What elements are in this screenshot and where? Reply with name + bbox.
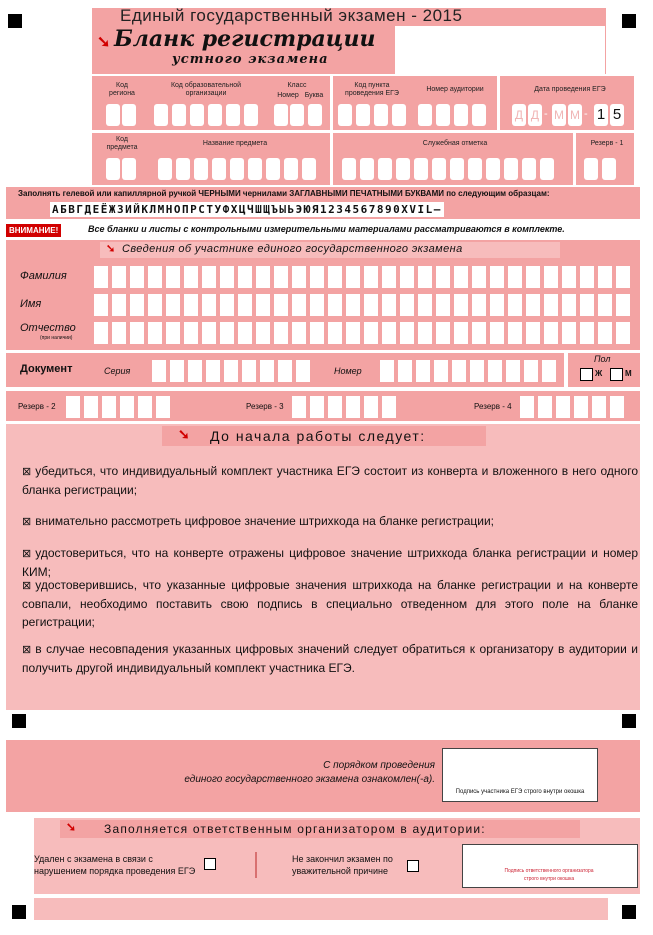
- gender-female-checkbox[interactable]: [580, 368, 593, 381]
- reserve2-cells: [66, 396, 172, 418]
- org-cell[interactable]: [190, 104, 204, 126]
- acknowledge-line2: единого государственного экзамена ознакомлен(-а).: [184, 774, 435, 785]
- subject-name-cell[interactable]: [230, 158, 244, 180]
- surname-cells[interactable]: [94, 266, 634, 288]
- checkbox-marker-icon: ⊠: [22, 466, 32, 478]
- subject-name-cell[interactable]: [176, 158, 190, 180]
- room-cell[interactable]: [418, 104, 432, 126]
- service-cell: [396, 158, 410, 180]
- service-cell: [360, 158, 374, 180]
- reserve1-cell: [602, 158, 616, 180]
- label-doc-number: Номер: [334, 366, 362, 376]
- date-day-cell[interactable]: Д: [528, 104, 542, 126]
- label-gender-m: М: [625, 369, 632, 378]
- label-reserve3: Резерв - 3: [246, 402, 284, 411]
- region-cell[interactable]: [122, 104, 136, 126]
- participant-signature-caption: Подпись участника ЕГЭ строго внутри окошка: [455, 789, 585, 795]
- label-reserve4: Резерв - 4: [474, 402, 512, 411]
- corner-marker-top-left: [8, 14, 22, 28]
- date-day-cell[interactable]: Д: [512, 104, 526, 126]
- service-cell: [486, 158, 500, 180]
- reserve1-cell: [584, 158, 598, 180]
- label-gender-f: Ж: [595, 369, 603, 378]
- subject-name-cell[interactable]: [158, 158, 172, 180]
- instruction-text: в случае несовпадения указанных цифровых значений следует обратиться к организатору в аудитории и получить другой индивидуальный комплект участника ЕГЭ.: [22, 642, 638, 675]
- subject-code-cell[interactable]: [106, 158, 120, 180]
- organizer-divider: [255, 852, 257, 878]
- removed-label-line2: нарушением порядка проведения ЕГЭ: [34, 866, 196, 876]
- region-cell[interactable]: [106, 104, 120, 126]
- corner-marker-bottom-right: [622, 905, 636, 919]
- checkbox-marker-icon: ⊠: [22, 516, 32, 528]
- service-cell: [450, 158, 464, 180]
- subject-code-cell[interactable]: [122, 158, 136, 180]
- unfinished-checkbox[interactable]: [407, 860, 419, 872]
- date-month-cell[interactable]: М: [568, 104, 582, 126]
- unfinished-label-line1: Не закончил экзамен по: [292, 854, 393, 864]
- corner-marker-top-right: [622, 14, 636, 28]
- ppe-cell[interactable]: [356, 104, 370, 126]
- subject-name-cell[interactable]: [284, 158, 298, 180]
- corner-marker-mid-right: [622, 714, 636, 728]
- org-cell[interactable]: [244, 104, 258, 126]
- label-name: Имя: [20, 298, 42, 310]
- service-cell: [342, 158, 356, 180]
- series-cells[interactable]: [152, 360, 312, 382]
- service-cell: [378, 158, 392, 180]
- reserve3-cells: [292, 396, 398, 418]
- form-title: Бланк регистрации: [114, 26, 376, 52]
- label-subject-code: Код предмета: [106, 136, 138, 151]
- label-surname: Фамилия: [20, 270, 67, 282]
- barcode-area: [395, 26, 605, 74]
- org-cell[interactable]: [154, 104, 168, 126]
- label-series: Серия: [104, 366, 131, 376]
- label-date: Дата проведения ЕГЭ: [534, 86, 606, 93]
- red-arrow-icon: ➘: [97, 34, 111, 51]
- date-separator: -: [544, 108, 548, 120]
- reserve4-cells: [520, 396, 626, 418]
- corner-marker-mid-left: [12, 714, 26, 728]
- sample-characters: АБВГДЕЁЖЗИЙКЛМНОПРСТУФХЦЧШЩЪЫЬЭЮЯ1234567890XVIL–: [52, 203, 442, 216]
- red-arrow-icon: ➘: [178, 426, 190, 442]
- label-org: Код образовательной организации: [170, 82, 242, 97]
- label-class-number: Номер: [277, 92, 299, 99]
- acknowledge-line1: С порядком проведения: [323, 760, 435, 771]
- service-cell: [468, 158, 482, 180]
- date-separator: -: [584, 108, 588, 120]
- gender-male-checkbox[interactable]: [610, 368, 623, 381]
- subject-name-cell[interactable]: [194, 158, 208, 180]
- instruction-text: убедиться, что индивидуальный комплект участника ЕГЭ состоит из конверта и вложенного в него одного бланка регистрации;: [22, 464, 638, 497]
- label-gender: Пол: [594, 354, 611, 364]
- instruction-text: внимательно рассмотреть цифровое значение штрихкода на бланке регистрации;: [35, 514, 495, 528]
- class-number-cell[interactable]: [290, 104, 304, 126]
- participant-section-title: Сведения об участнике единого государственного экзамена: [122, 243, 463, 255]
- instruction-text: удостовериться, что на конверте отражены цифровое значение штрихкода бланка регистрации и номер КИМ;: [22, 546, 638, 579]
- attention-badge: ВНИМАНИЕ!: [6, 224, 61, 237]
- room-cell[interactable]: [436, 104, 450, 126]
- red-arrow-icon: ➘: [106, 243, 116, 255]
- instructions-title: До начала работы следует:: [210, 428, 426, 444]
- service-cell: [504, 158, 518, 180]
- label-subject-name: Название предмета: [202, 140, 268, 147]
- class-number-cell[interactable]: [274, 104, 288, 126]
- patronymic-cells[interactable]: [94, 322, 634, 344]
- organizer-signature-caption-line2: строго внутри окошка: [523, 876, 575, 882]
- footer-strip: [34, 898, 608, 920]
- room-cell[interactable]: [472, 104, 486, 126]
- instruction-item: [22, 462, 638, 499]
- form-subtitle: устного экзамена: [172, 52, 329, 67]
- instruction-text: удостоверившись, что указанные цифровые значения штрихкода на бланке регистрации и на конверте совпали, необходимо поставить свою подпись в специально отведенном для этого поле на бланке регистрации;: [22, 578, 638, 629]
- service-cell: [432, 158, 446, 180]
- removed-checkbox[interactable]: [204, 858, 216, 870]
- label-room: Номер аудитории: [426, 86, 484, 93]
- org-cell[interactable]: [208, 104, 222, 126]
- room-cell[interactable]: [454, 104, 468, 126]
- label-patronymic-note: (при наличии): [40, 335, 73, 341]
- label-reserve2: Резерв - 2: [18, 402, 56, 411]
- fill-rule-text: Заполнять гелевой или капиллярной ручкой ЧЕРНЫМИ чернилами ЗАГЛАВНЫМИ ПЕЧАТНЫМИ БУКВАМИ по следующим образцам:: [18, 189, 550, 198]
- subject-name-cell[interactable]: [212, 158, 226, 180]
- service-cell: [540, 158, 554, 180]
- removed-label-line1: Удален с экзамена в связи с: [34, 854, 153, 864]
- unfinished-label-line2: уважительной причине: [292, 866, 389, 876]
- corner-marker-bottom-left: [12, 905, 26, 919]
- ppe-cell[interactable]: [392, 104, 406, 126]
- class-letter-cell[interactable]: [308, 104, 322, 126]
- checkbox-marker-icon: ⊠: [22, 644, 32, 656]
- attention-text: Все бланки и листы с контрольными измерительными материалами рассматриваются в комплекте.: [88, 224, 565, 234]
- date-year-cell: 5: [610, 104, 624, 126]
- subject-name-cell[interactable]: [266, 158, 280, 180]
- label-reserve1: Резерв - 1: [590, 140, 624, 147]
- label-patronymic: Отчество: [20, 322, 76, 334]
- org-cell[interactable]: [226, 104, 240, 126]
- org-cell[interactable]: [172, 104, 186, 126]
- instruction-item: [22, 640, 638, 677]
- service-cell: [414, 158, 428, 180]
- subject-name-cell[interactable]: [302, 158, 316, 180]
- date-year-cell: 1: [594, 104, 608, 126]
- ppe-cell[interactable]: [374, 104, 388, 126]
- organizer-title: Заполняется ответственным организатором в аудитории:: [104, 822, 486, 836]
- label-document: Документ: [20, 363, 73, 375]
- label-service: Служебная отметка: [422, 140, 488, 147]
- instruction-item: [22, 576, 638, 631]
- label-region: Код региона: [109, 82, 135, 97]
- subject-name-cell[interactable]: [248, 158, 262, 180]
- ppe-cell[interactable]: [338, 104, 352, 126]
- date-month-cell[interactable]: М: [552, 104, 566, 126]
- label-class: Класс: [287, 82, 307, 89]
- service-cell: [522, 158, 536, 180]
- label-ppe: Код пункта проведения ЕГЭ: [345, 82, 399, 97]
- checkbox-marker-icon: ⊠: [22, 580, 32, 592]
- checkbox-marker-icon: ⊠: [22, 548, 32, 560]
- name-cells[interactable]: [94, 294, 634, 316]
- organizer-signature-caption-line1: Подпись ответственного организатора: [504, 868, 594, 874]
- doc-number-cells[interactable]: [380, 360, 560, 382]
- exam-title: Единый государственный экзамен - 2015: [120, 6, 463, 25]
- instruction-item: [22, 512, 638, 531]
- label-class-letter: Буква: [304, 92, 324, 99]
- red-arrow-icon: ➘: [66, 820, 77, 834]
